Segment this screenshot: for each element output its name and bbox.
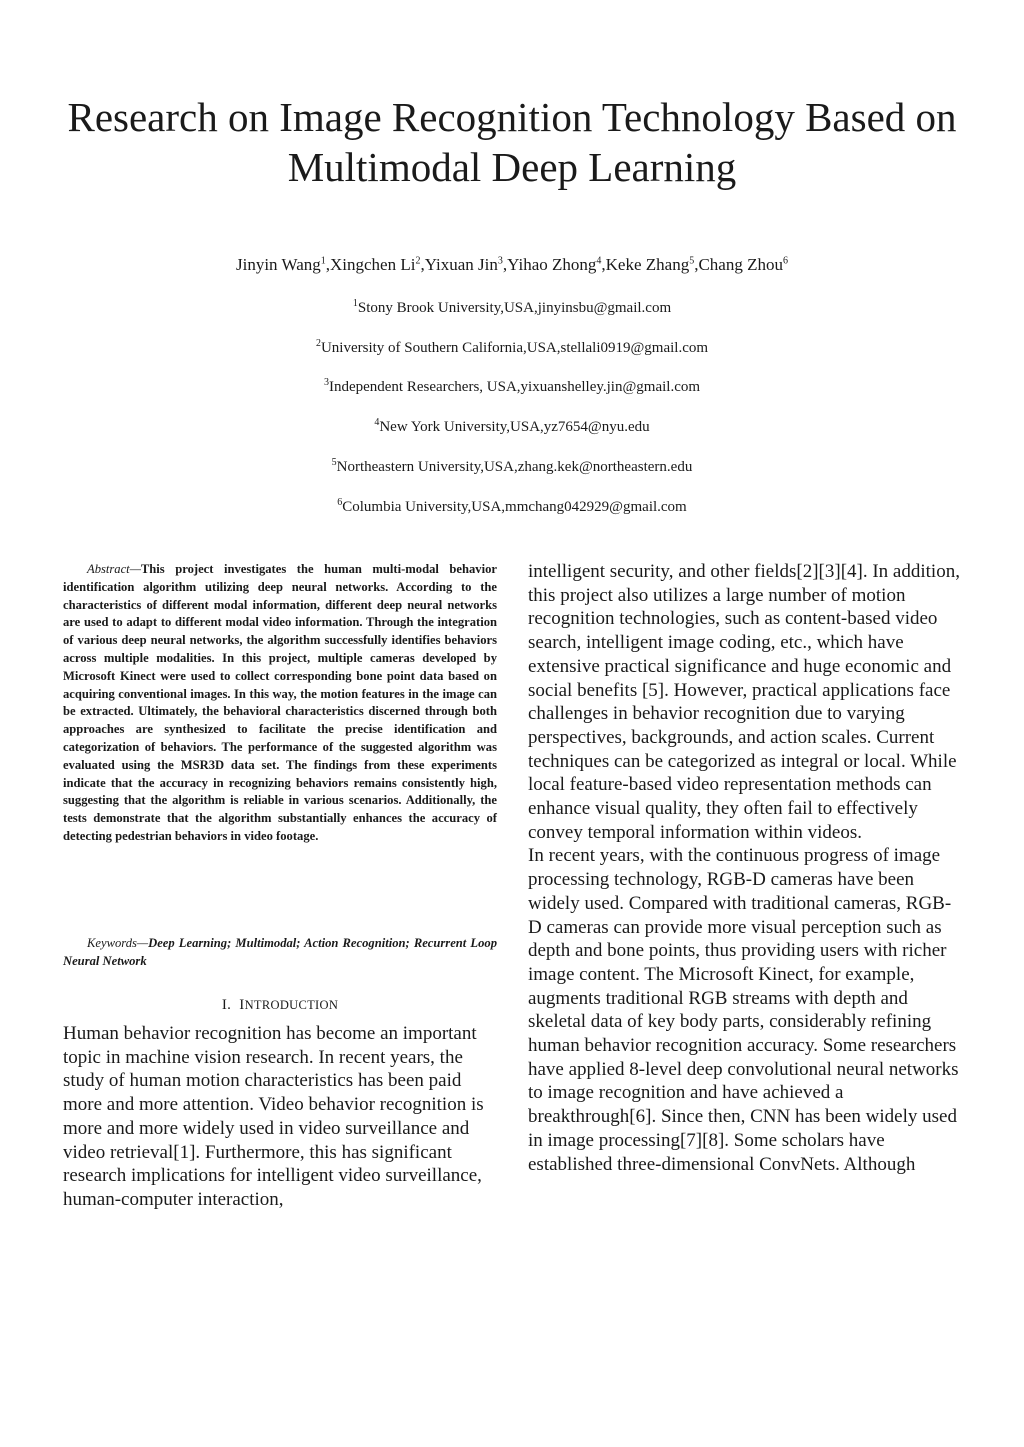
author-name: Chang Zhou [698,255,783,274]
affiliation-number: 6 [337,497,343,508]
affiliation-number: 2 [315,338,321,349]
intro-paragraph-right-1: intelligent security, and other fields[2][3][4]. In addition, this project also utilizes a large number of motion recognition technologies, such as content-based video search, intelligent image coding, etc., which have extensive practical significance and huge economic and social benefits [5]. However, practical applications face challenges in behavior recognition due to varying perspectives, backgrounds, and action scales. Current techniques can be categorized as integral or local. While local feature-based video representation methods can enhance visual quality, they often fail to effectively convey temporal information within videos. [528,561,960,843]
author-name: Xingchen Li [329,255,416,274]
abstract-text: This project investigates the human multi-modal behavior identification algorithm utilizing deep neural networks. According to the characteristics of different modal information, different deep neural networks are used to adapt to different modal video information. Through the integration of various deep neural networks, the algorithm successfully identifies behaviors across multiple modalities. In this project, multiple cameras developed by Microsoft Kinect were used to collect corresponding bone point data based on acquiring conventional images. In this way, the motion features in the image can be extracted. Ultimately, the behavioral characteristics discerned through both approaches are synthesized to facilitate the precise identification and categorization of behaviors. The performance of the suggested algorithm was evaluated using the MSR3D data set. The findings from these experiments indicate that the accuracy in recognizing behaviors remains consistently high, suggesting that the algorithm is reliable in various scenarios. Additionally, the tests demonstrate that the algorithm substantially enhances the accuracy of detecting pedestrian behaviors in video footage. [63,562,497,843]
intro-paragraph-left: Human behavior recognition has become an important topic in machine vision research. In recent years, the study of human motion characteristics has been paid more and more attention. Video behavior recognition is more and more widely used in video surveillance and video retrieval[1]. Furthermore, this has significant research implications for intelligent video surveillance, human-computer interaction, [63,1023,484,1210]
affiliation-5 [0,457,1024,477]
section-heading-introduction [63,995,497,1015]
affiliation-number: 1 [352,298,358,309]
author-separator: , [601,255,606,274]
abstract-dash: — [129,562,141,576]
affiliation-text: Independent Researchers, USA,yixuanshelley.jin@gmail.com [328,379,701,395]
section-initial: I [239,997,245,1013]
paper-title: Research on Image Recognition Technology Based on Multimodal Deep Learning [67,94,957,190]
keywords [63,935,497,971]
author-affiliation-number: 2 [415,255,421,267]
author-separator: , [325,255,330,274]
affiliation-1 [0,298,1024,318]
author-name: Jinyin Wang [236,255,321,274]
abstract-label: Abstract [87,562,130,576]
author-separator: , [694,255,699,274]
affiliation-text: Northeastern University,USA,zhang.kek@northeastern.edu [336,459,693,475]
author-affiliation-number: 3 [497,255,503,267]
affiliation-text: University of Southern California,USA,stellali0919@gmail.com [320,340,709,356]
affiliation-4 [0,417,1024,437]
intro-paragraph-right-2: In recent years, with the continuous progress of image processing technology, RGB-D cameras have been widely used. Compared with traditional cameras, RGB-D cameras can provide more visual perception such as depth and bone points, thus providing users with richer image content. The Microsoft Kinect, for example, augments traditional RGB streams with depth and skeletal data of key body parts, considerably refining human behavior recognition accuracy. Some researchers have applied 8-level deep convolutional neural networks to image recognition and have achieved a breakthrough[6]. Since then, CNN has been widely used in image processing[7][8]. Some scholars have established three-dimensional ConvNets. Although [528,845,959,1175]
affiliation-text: New York University,USA,yz7654@nyu.edu [379,419,650,435]
author-affiliation-number: 6 [782,255,788,267]
affiliation-2 [0,338,1024,358]
author-list [0,254,1024,276]
affiliation-number: 4 [374,417,380,428]
keywords-dash: — [136,936,149,950]
affiliation-6 [0,497,1024,517]
affiliation-text: Columbia University,USA,mmchang042929@gmail.com [342,499,687,515]
section-number: I. [221,997,232,1013]
author-name: Keke Zhang [605,255,690,274]
author-affiliation-number: 4 [596,255,602,267]
keywords-label: Keywords [87,936,137,950]
affiliation-text: Stony Brook University,USA,jinyinsbu@gmail.com [357,300,672,316]
author-name: Yixuan Jin [424,255,498,274]
author-name: Yihao Zhong [507,255,597,274]
affiliation-number: 5 [331,457,337,468]
author-separator: , [420,255,425,274]
keywords-text: Deep Learning; Multimodal; Action Recognition; Recurrent Loop Neural Network [63,936,497,968]
section-title-rest: NTRODUCTION [244,998,339,1012]
affiliation-3 [0,377,1024,397]
author-affiliation-number: 1 [320,255,326,267]
author-separator: , [502,255,508,274]
abstract [63,561,497,846]
right-column [528,560,964,1176]
affiliation-number: 3 [323,377,329,388]
author-affiliation-number: 5 [689,255,695,267]
